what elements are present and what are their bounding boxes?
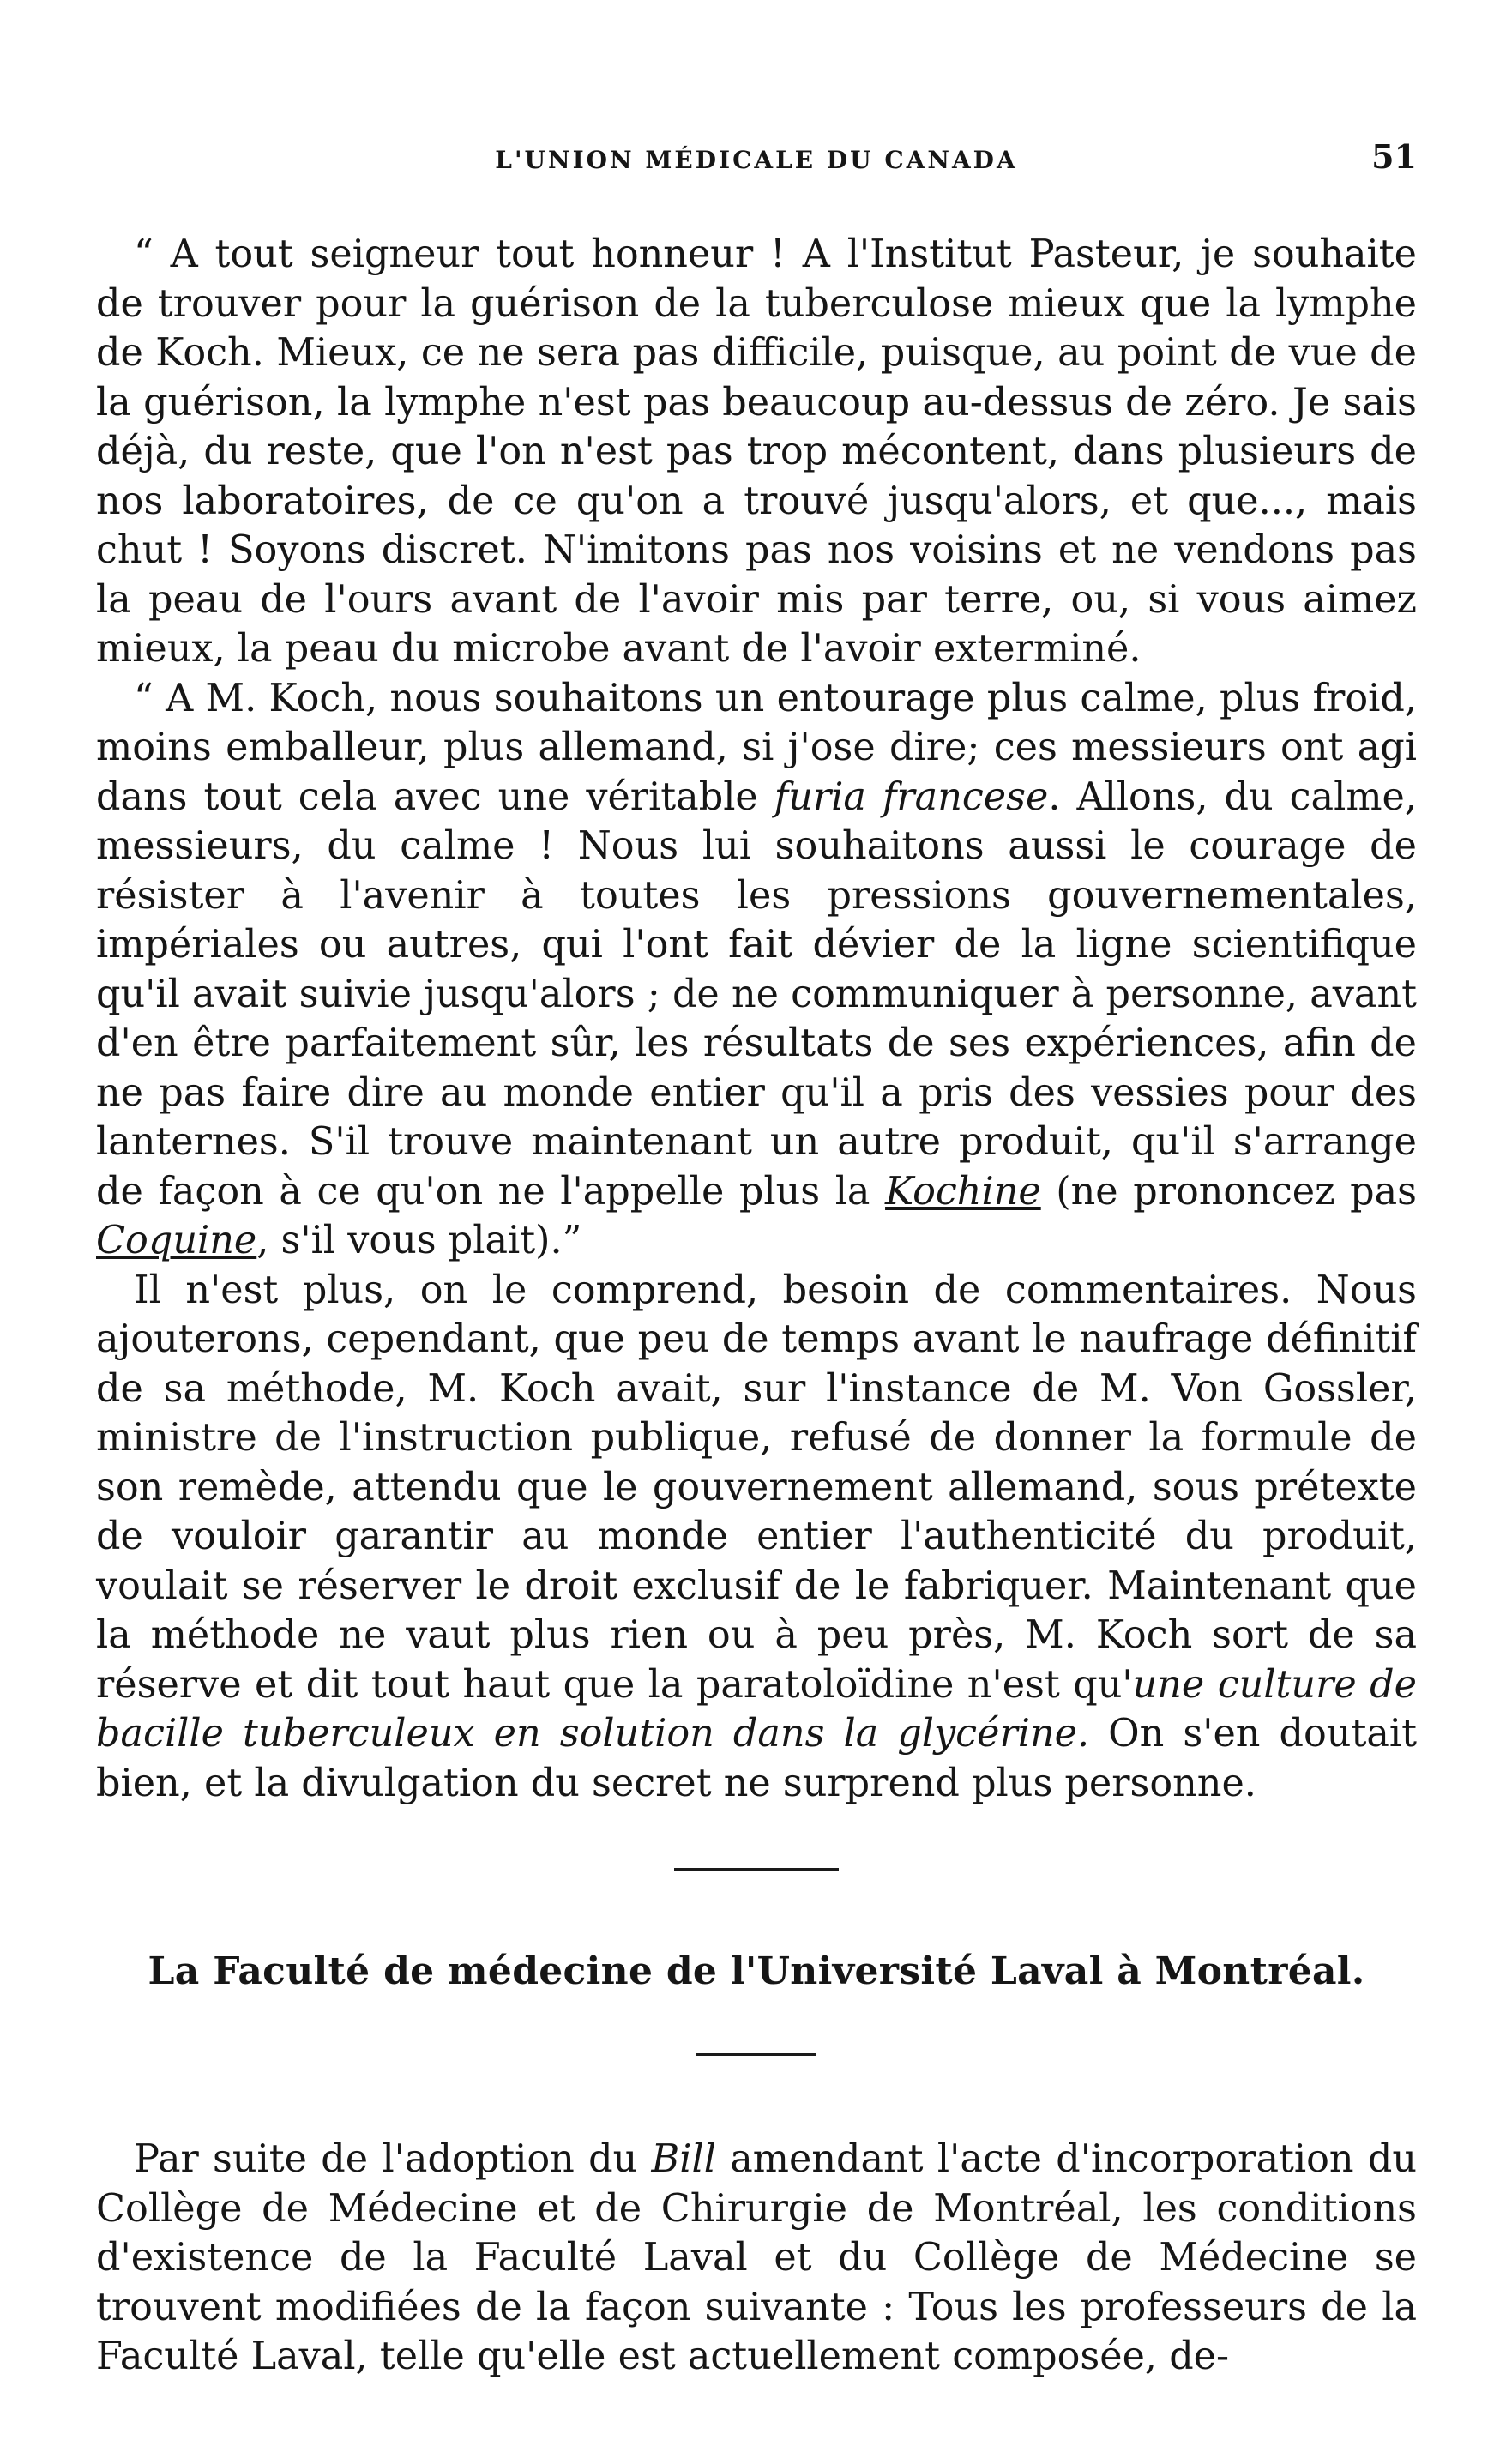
paragraph-text-part: amendant l'acte d'incorporation du Collège de Médecine et de Chirurgie de Montréal, les conditions d'existence de la Faculté Laval et du Collège de Médecine se trouvent modifiées de la façon suivante : Tous les professeurs de la Faculté Laval, telle qu'elle est actuellement composée, de-	[96, 2137, 1418, 2378]
paragraph-text-part: “ A M. Koch, nous souhaitons un entourage plus calme, plus froid, moins emballeur, plus allemand, si j'ose dire; ces messieurs ont agi dans tout cela avec une véritable	[96, 676, 1417, 819]
italic-phrase: une culture de bacille tuberculeux en solution dans la glycérine.	[96, 1662, 1417, 1756]
document-page	[96, 129, 1417, 2382]
paragraph-text-part: On s'en doutait bien, et la divulgation du secret ne surprend plus personne.	[96, 1712, 1417, 1805]
article-body	[96, 230, 1417, 1808]
paragraph-text-part: , s'il vous plait).”	[256, 1219, 582, 1262]
paragraph-text-part: Par suite de l'adoption du	[134, 2137, 652, 2181]
section-divider	[674, 1868, 839, 1871]
section-body	[96, 2135, 1417, 2382]
running-head	[96, 129, 1417, 180]
paragraph-text-part: Il n'est plus, on le comprend, besoin de commentaires. Nous ajouterons, cependant, que peu de temps avant le naufrage définitif de sa méthode, M. Koch avait, sur l'instance de M. Von Gossler, ministre de l'instruction publique, refusé de donner la formule de son remède, attendu que le gouvernement allemand, sous prétexte de vouloir garantir au monde entier l'authenticité du produit, voulait se réserver le droit exclusif de le fabriquer. Maintenant que la méthode ne vaut plus rien ou à peu près, M. Koch sort de sa réserve et dit tout haut que la paratoloïdine n'est qu'	[96, 1268, 1417, 1707]
paragraph-quote-koch	[96, 674, 1417, 1266]
paragraph-text-part: . Allons, du calme, messieurs, du calme ! Nous lui souhaitons aussi le courage de résister à l'avenir à toutes les pressions gouvernementales, impériales ou autres, qui l'ont fait dévier de la ligne scientifique qu'il avait suivie jusqu'alors ; de ne communiquer à personne, avant d'en être parfaitement sûr, les résultats de ses expériences, afin de ne pas faire dire au monde entier qu'il a pris des vessies pour des lanternes. S'il trouve maintenant un autre produit, qu'il s'arrange de façon à ce qu'on ne l'appelle plus la	[96, 774, 1417, 1214]
paragraph-faculty	[96, 2135, 1417, 2382]
section-heading: La Faculté de médecine de l'Université Laval à Montréal.	[148, 1949, 1365, 1993]
page-number: 51	[1371, 137, 1417, 176]
italic-phrase: furia francese	[774, 774, 1049, 819]
paragraph-text-part: (ne prononcez pas	[1040, 1169, 1417, 1214]
running-title: L'UNION MÉDICALE DU CANADA	[495, 146, 1018, 174]
italic-term: Bill	[651, 2137, 716, 2181]
paragraph-commentary	[96, 1266, 1417, 1809]
heading-underline-divider	[696, 2053, 816, 2056]
italic-underlined-term: Coquine	[96, 1219, 257, 1262]
paragraph-quote-pasteur	[96, 230, 1417, 674]
paragraph-text: “ A tout seigneur tout honneur ! A l'Institut Pasteur, je souhaite de trouver pour la guérison de la tuberculose mieux que la lymphe de Koch. Mieux, ce ne sera pas difficile, puisque, au point de vue de la guérison, la lymphe n'est pas beaucoup au-dessus de zéro. Je sais déjà, du reste, que l'on n'est pas trop mécontent, dans plusieurs de nos laboratoires, de ce qu'on a trouvé jusqu'alors, et que..., mais chut ! Soyons discret. N'imitons pas nos voisins et ne vendons pas la peau de l'ours avant de l'avoir mis par terre, ou, si vous aimez mieux, la peau du microbe avant de l'avoir exterminé.	[96, 232, 1417, 671]
italic-underlined-term: Kochine	[885, 1169, 1041, 1214]
